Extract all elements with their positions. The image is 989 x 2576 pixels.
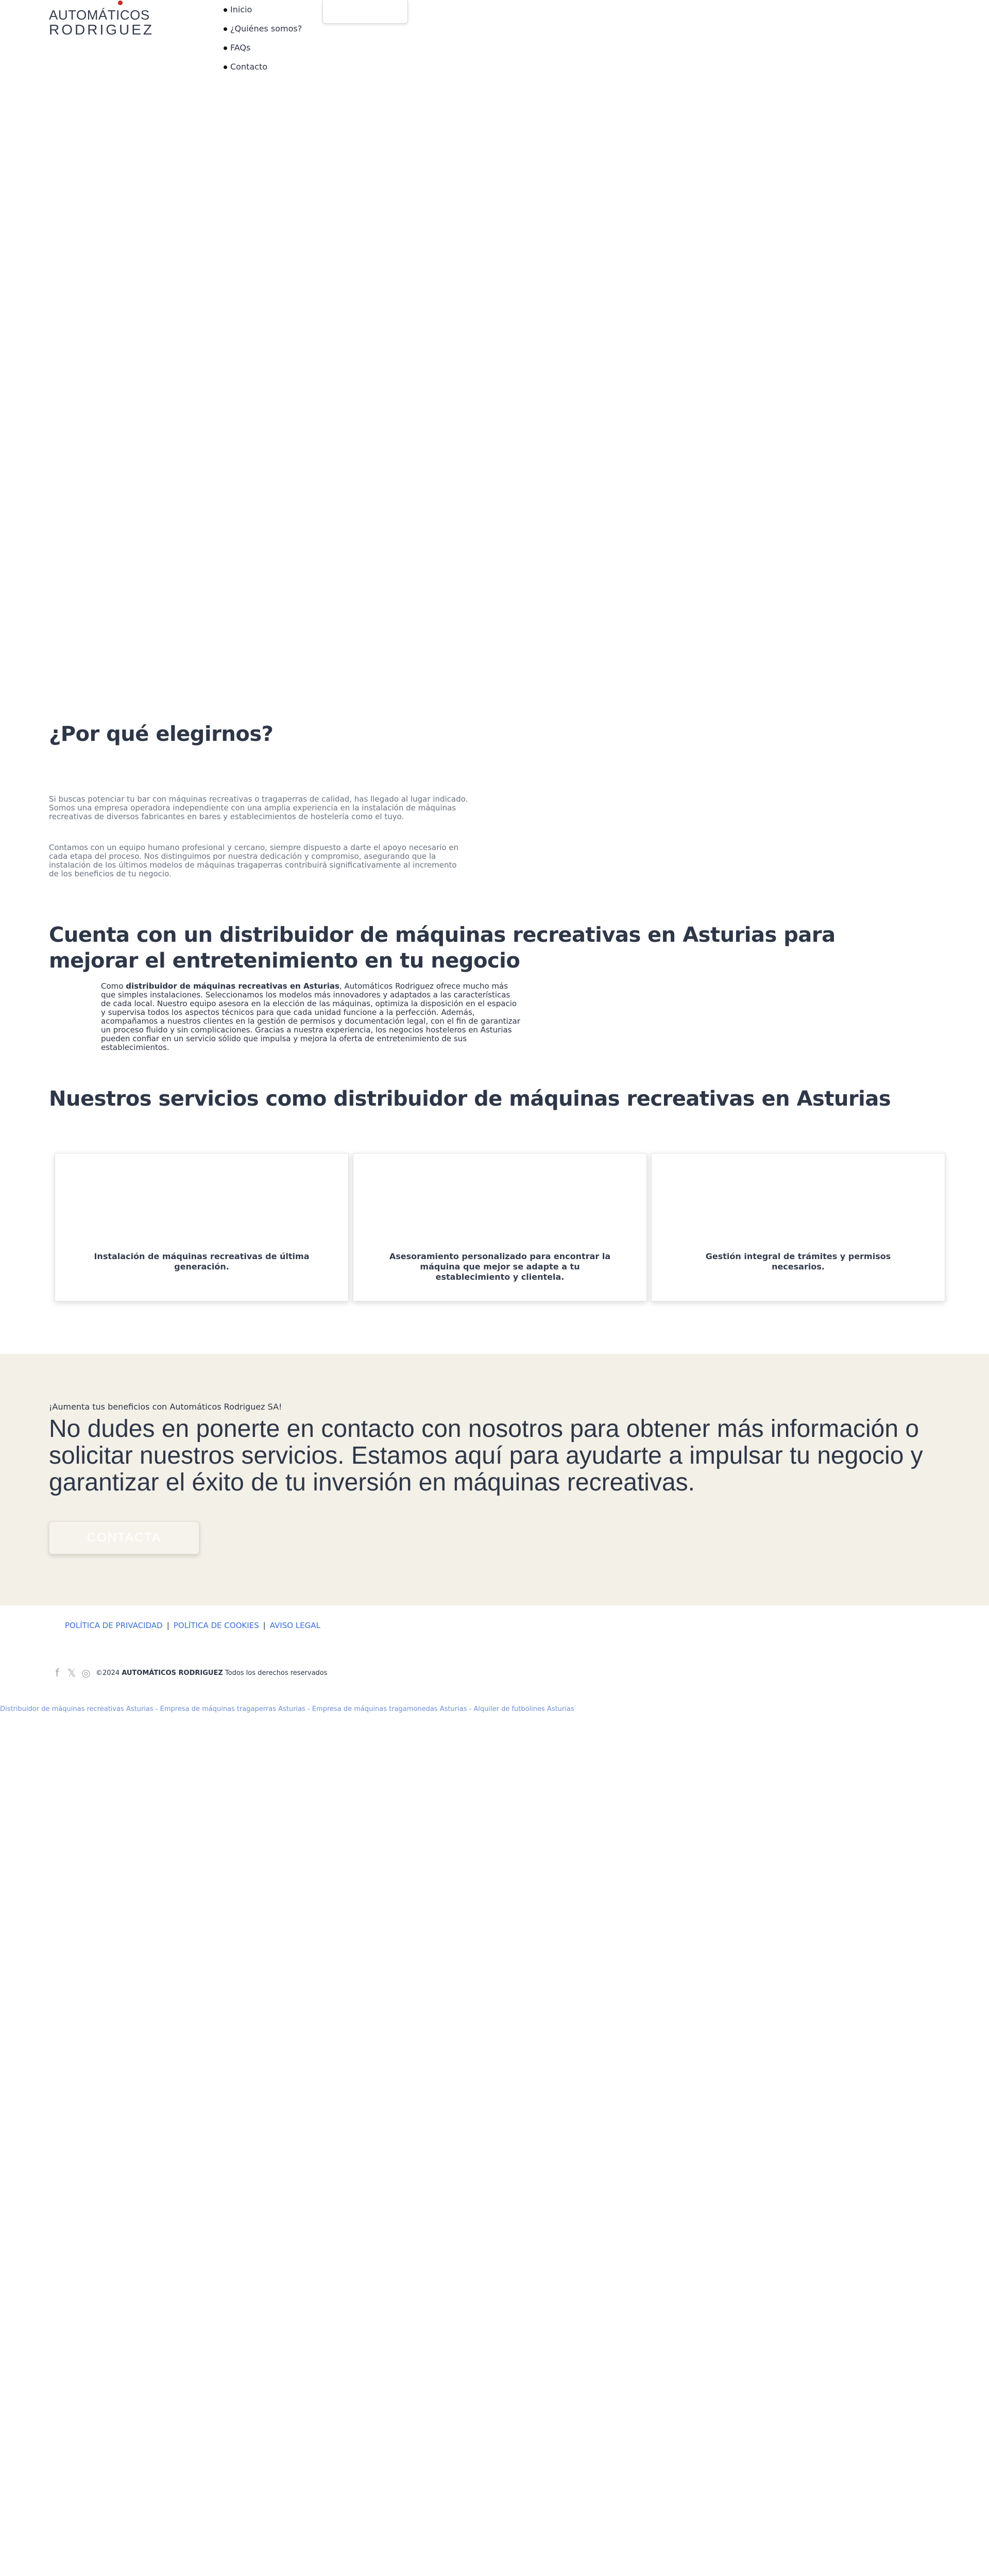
service-card	[353, 1153, 647, 1301]
distributor-text-rest: , Automáticos Rodriguez ofrece mucho más que simples instalaciones. Seleccionamos los modelos más innovadores y adaptados a las características de cada local. Nuestro equipo asesora en la elección de las máquinas, optimiza la disposición en el espacio y supervisa todos los aspectos técnicos para que cada unidad funcione a la perfección. Además, acompañamos a nuestros clientes en la gestión de permisos y documentación legal, con el fin de garantizar un proceso fluido y sin complicaciones. Gracias a nuestra experiencia, los negocios hosteleros en Asturias pueden confiar en un servicio sólido que impulsa y mejora la oferta de entretenimiento de sus establecimientos.	[101, 981, 520, 1052]
seo-link[interactable]: Empresa de máquinas tragamonedas Asturias	[312, 1705, 467, 1713]
copyright-brand: AUTOMÁTICOS RODRIGUEZ	[122, 1669, 223, 1677]
legal-links	[65, 1621, 320, 1630]
cta-section	[0, 1354, 989, 1605]
service-card-text: Asesoramiento personalizado para encontrar la máquina que mejor se adapte a tu establecimiento y clientela.	[389, 1251, 611, 1282]
social-links	[52, 1667, 92, 1679]
seo-separator: -	[467, 1705, 474, 1713]
copyright-suffix: Todos los derechos reservados	[223, 1669, 328, 1677]
seo-links	[0, 1705, 574, 1713]
why-us-paragraph-2: Contamos con un equipo humano profesional y cercano, siempre dispuesto a darte el apoyo necesario en cada etapa del proceso. Nos distinguimos por nuestra dedicación y compromiso, asegurando que la instalación de los últimos modelos de máquinas tragaperras contribuirá significativamente al incremento de los beneficios de tu negocio.	[49, 843, 459, 878]
why-us-title: ¿Por qué elegirnos?	[49, 722, 274, 746]
seo-link[interactable]: Distribuidor de máquinas recreativas Asturias	[0, 1705, 154, 1713]
copyright	[96, 1669, 328, 1677]
service-card	[55, 1153, 349, 1301]
nav-item-inicio[interactable]: Inicio	[223, 4, 302, 23]
x-icon[interactable]: 𝕏	[67, 1667, 76, 1679]
service-card-text: Instalación de máquinas recreativas de última generación.	[94, 1251, 310, 1272]
facebook-icon[interactable]: f	[55, 1667, 59, 1679]
nav-item-faqs[interactable]: FAQs	[223, 42, 302, 61]
cta-heading: No dudes en ponerte en contacto con nosotros para obtener más información o solicitar nuestros servicios. Estamos aquí para ayudarte a impulsar tu negocio y garantizar el éxito de tu inversión en máquinas recreativas.	[49, 1415, 923, 1496]
seo-separator: -	[305, 1705, 312, 1713]
distributor-title: Cuenta con un distribuidor de máquinas recreativas en Asturias para mejorar el entretenimiento en tu negocio	[49, 923, 835, 973]
cta-eyebrow: ¡Aumenta tus beneficios con Automáticos Rodriguez SA!	[49, 1402, 282, 1412]
seo-link[interactable]: Empresa de máquinas tragaperras Asturias	[160, 1705, 305, 1713]
instagram-icon[interactable]: ◎	[81, 1667, 91, 1679]
why-us-paragraph-1: Si buscas potenciar tu bar con máquinas recreativas o tragaperras de calidad, has llegado al lugar indicado. Somos una empresa operadora independiente con una amplia experiencia en la instalación de máquinas recreativas de diversos fabricantes en bares y establecimientos de hostelería como el tuyo.	[49, 794, 468, 821]
distributor-text-prefix: Como	[101, 981, 126, 991]
legal-notice-link[interactable]: AVISO LEGAL	[269, 1621, 320, 1630]
nav-item-contacto[interactable]: Contacto	[223, 61, 302, 80]
legal-separator: |	[166, 1621, 169, 1630]
service-card	[651, 1153, 945, 1301]
main-nav	[223, 4, 302, 80]
copyright-prefix: ©2024	[96, 1669, 122, 1677]
nav-item-quienes-somos[interactable]: ¿Quiénes somos?	[223, 23, 302, 42]
logo-text-bottom: RODRIGUEZ	[49, 22, 154, 38]
services-title: Nuestros servicios como distribuidor de máquinas recreativas en Asturias	[49, 1087, 891, 1111]
seo-separator: -	[153, 1705, 160, 1713]
seo-link[interactable]: Alquiler de futbolines Asturias	[473, 1705, 574, 1713]
logo-accent-dot	[118, 1, 123, 5]
site-logo[interactable]	[49, 0, 185, 40]
logo-text-top: AUTOMÁTICOS	[49, 7, 150, 23]
contact-button[interactable]: CONTACTA	[49, 1521, 199, 1554]
privacy-policy-link[interactable]: POLÍTICA DE PRIVACIDAD	[65, 1621, 163, 1630]
header-panel	[322, 0, 408, 24]
service-card-text: Gestión integral de trámites y permisos necesarios.	[705, 1251, 891, 1272]
services-cards	[55, 1153, 945, 1301]
cookie-policy-link[interactable]: POLÍTICA DE COOKIES	[173, 1621, 259, 1630]
distributor-text-bold: distribuidor de máquinas recreativas en Asturias	[126, 981, 339, 991]
legal-separator: |	[263, 1621, 266, 1630]
distributor-paragraph	[101, 982, 521, 1052]
